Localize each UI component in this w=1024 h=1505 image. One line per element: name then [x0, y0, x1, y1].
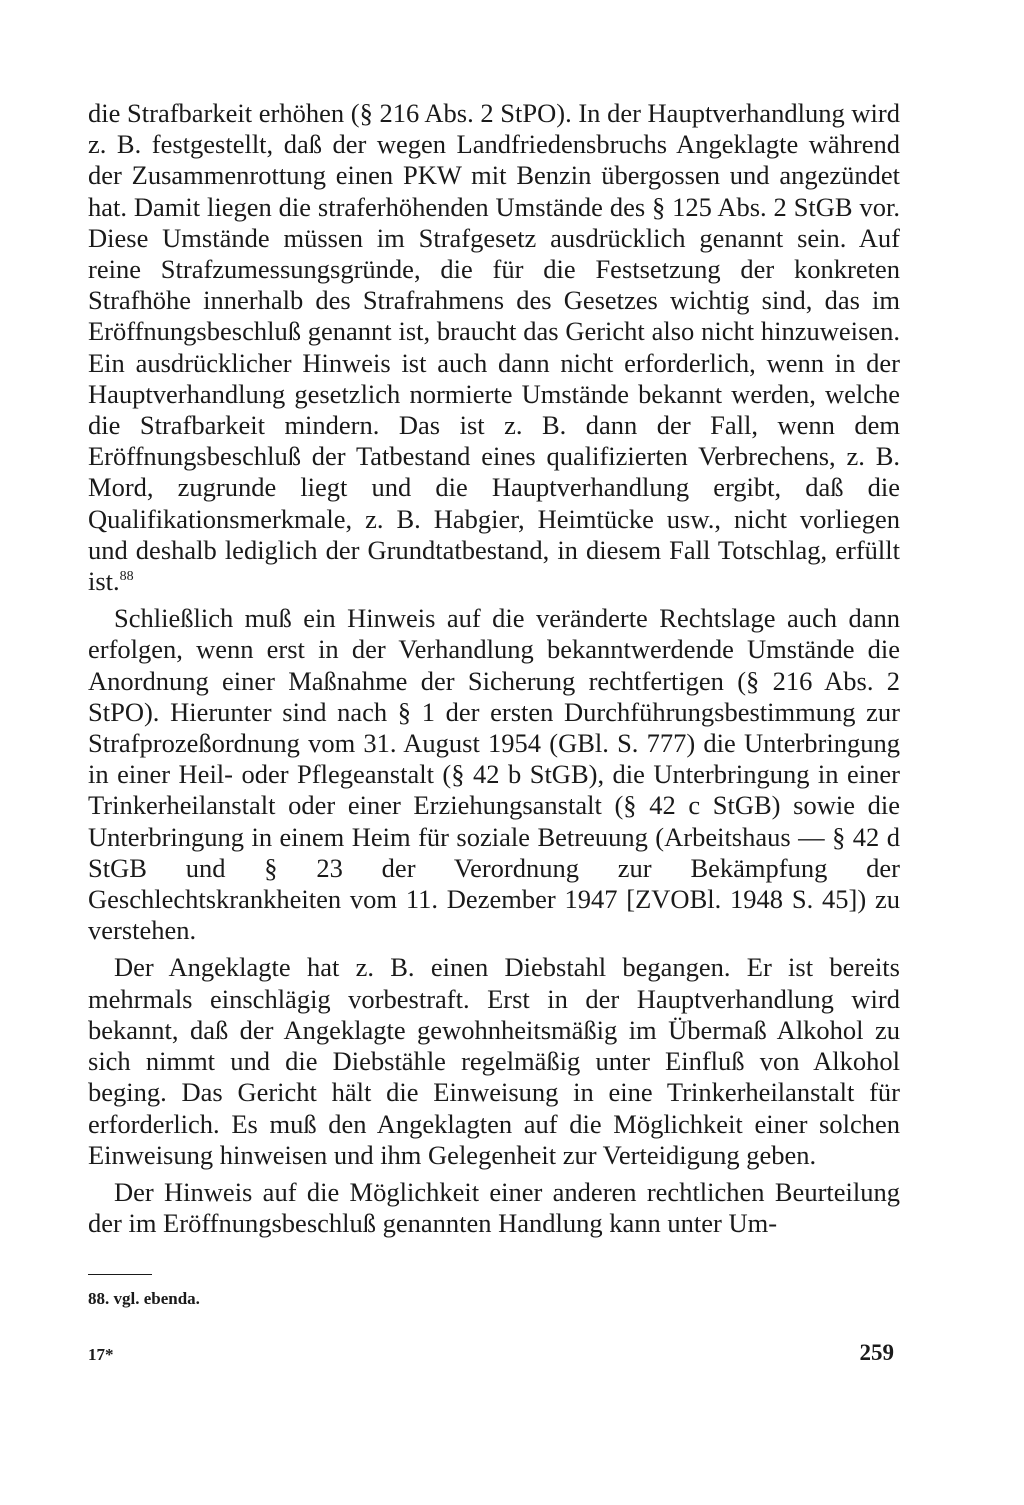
paragraph-1-text: die Strafbarkeit erhöhen (§ 216 Abs. 2 StPO). In der Hauptverhandlung wird z. B. festgestellt, daß der wegen Landfriedensbruchs Angeklagte während der Zusammenrottung einen PKW mit Benzin übergossen und angezündet hat. Damit liegen die straferhöhenden Umstände des § 125 Abs. 2 StGB vor. Diese Umstände müssen im Strafgesetz ausdrücklich genannt sein. Auf reine Strafzumessungsgründe, die für die Festsetzung der konkreten Strafhöhe innerhalb des Strafrahmens des Gesetzes wichtig sind, das im Eröffnungsbeschluß genannt ist, braucht das Gericht also nicht hinzuweisen. Ein ausdrücklicher Hinweis ist auch dann nicht erforderlich, wenn in der Hauptverhandlung gesetzlich normierte Umstände bekannt werden, welche die Strafbarkeit mindern. Das ist z. B. dann der Fall, wenn dem Eröffnungsbeschluß der Tatbestand eines qualifizierten Verbrechens, z. B. Mord, zugrunde liegt und die Hauptverhandlung ergibt, daß die Qualifikationsmerkmale, z. B. Habgier, Heimtücke usw., nicht vorliegen und deshalb lediglich der Grundtatbestand, in diesem Fall Totschlag, erfüllt ist. [88, 98, 900, 597]
page-number: 259 [859, 1340, 894, 1365]
paragraph-4: Der Hinweis auf die Möglichkeit einer anderen rechtlichen Beurteilung der im Eröffnungsbeschluß genannten Handlung kann unter Um- [88, 1176, 900, 1239]
paragraph-3: Der Angeklagte hat z. B. einen Diebstahl begangen. Er ist bereits mehrmals einschlägig vorbestraft. Erst in der Hauptverhandlung wird bekannt, daß der Angeklagte gewohnheitsmäßig im Übermaß Alkohol zu sich nimmt und die Diebstähle regelmäßig unter Einfluß von Alkohol beging. Das Gericht hält die Einweisung in eine Trinkerheilanstalt für erforderlich. Es muß den Angeklagten auf die Möglichkeit einer solchen Einweisung hinweisen und ihm Gelegenheit zur Verteidigung geben. [88, 952, 900, 1170]
paragraph-1 [88, 98, 900, 597]
footnote-reference[interactable]: 88 [119, 569, 134, 585]
footnote-88: 88. vgl. ebenda. [88, 1289, 200, 1308]
page-body [88, 98, 900, 1239]
signature-mark: 17* [88, 1345, 114, 1364]
paragraph-2: Schließlich muß ein Hinweis auf die veränderte Rechtslage auch dann erfolgen, wenn erst in der Verhandlung bekanntwerdende Umstände die Anordnung einer Maßnahme der Sicherung rechtfertigen (§ 216 Abs. 2 StPO). Hierunter sind nach § 1 der ersten Durchführungsbestimmung zur Strafprozeßordnung vom 31. August 1954 (GBl. S. 777) die Unterbringung in einer Heil- oder Pflegeanstalt (§ 42 b StGB), die Unterbringung in einer Trinkerheilanstalt oder einer Erziehungsanstalt (§ 42 c StGB) sowie die Unterbringung in einem Heim für soziale Betreuung (Arbeitshaus — § 42 d StGB und § 23 der Verordnung zur Bekämpfung der Geschlechtskrankheiten vom 11. Dezember 1947 [ZVOBl. 1948 S. 45]) zu verstehen. [88, 603, 900, 946]
footnote-divider [88, 1274, 152, 1275]
